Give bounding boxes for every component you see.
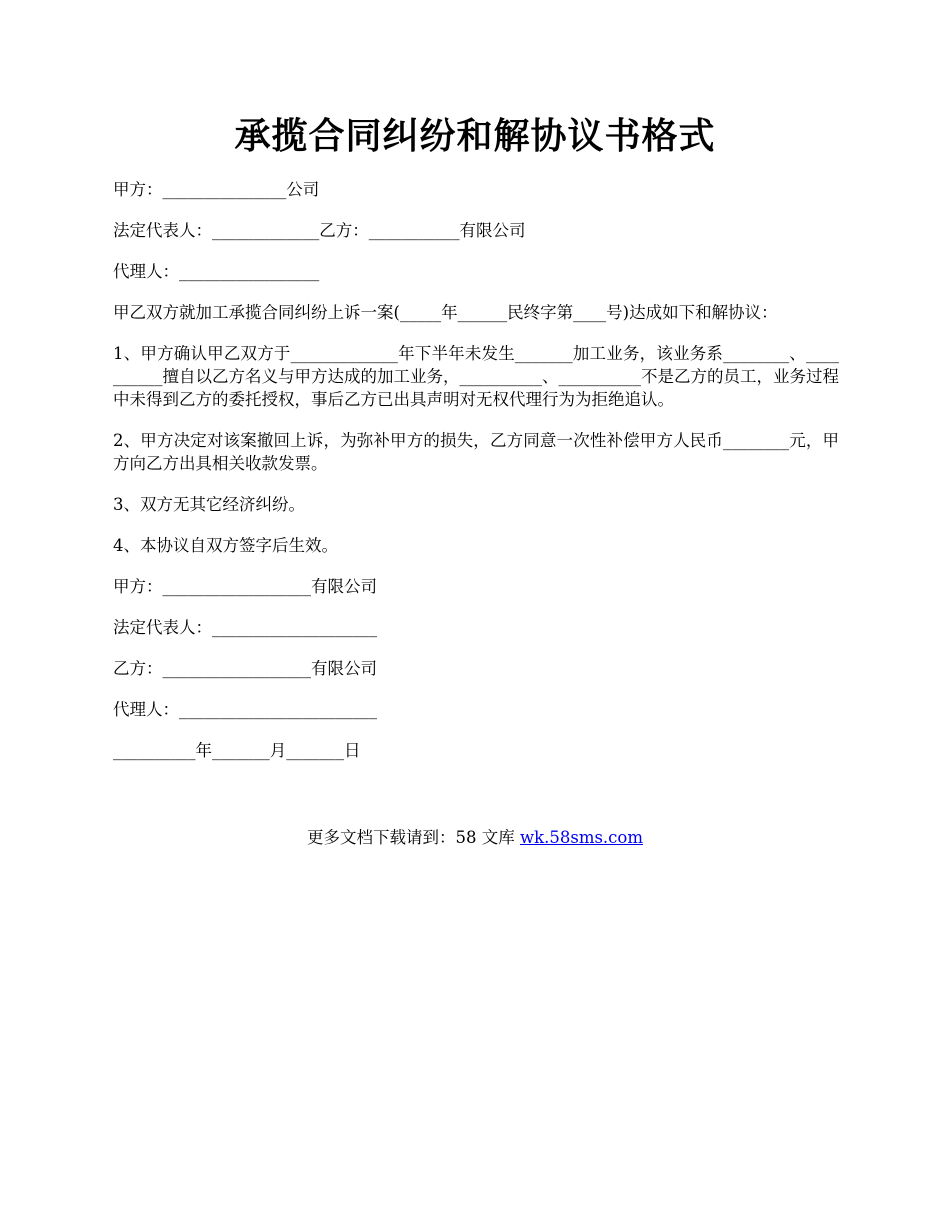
legal-rep-party-b-line: 法定代表人：_____________乙方：___________有限公司 [113,221,526,240]
agent-line: 代理人：_________________ [113,262,320,281]
document-body [113,178,839,780]
footer-link[interactable]: wk.58sms.com [519,828,643,847]
clause-2: 2、甲方决定对该案撤回上诉，为弥补甲方的损失，乙方同意一次性补偿甲方人民币________元，甲方向乙方出具相关收款发票。 [113,431,839,473]
signature-agent: 代理人：________________________ [113,700,377,719]
clause-3: 3、双方无其它经济纠纷。 [113,495,305,514]
intro-paragraph: 甲乙双方就加工承揽合同纠纷上诉一案(_____年______民终字第____号)达成如下和解协议： [113,303,778,322]
footer-text: 更多文档下载请到：58 文库 [306,828,520,847]
signature-party-b: 乙方：__________________有限公司 [113,659,377,678]
signature-date: __________年_______月_______日 [113,741,361,760]
download-footer [0,826,950,849]
signature-party-a: 甲方：__________________有限公司 [113,577,377,596]
document-title: 承揽合同纠纷和解协议书格式 [234,115,716,157]
clause-4: 4、本协议自双方签字后生效。 [113,536,338,555]
party-a-line: 甲方：_______________公司 [113,180,320,199]
signature-legal-rep: 法定代表人：____________________ [113,618,377,637]
clause-1: 1、甲方确认甲乙双方于_____________年下半年未发生_______加工业务，该业务系________、__________擅自以乙方名义与甲方达成的加工业务，__________、__________不是乙方的员工，业务过程中未得到乙方的委托授权，事后乙方已出具声明对无权代理行为为拒绝追认。 [113,344,839,409]
